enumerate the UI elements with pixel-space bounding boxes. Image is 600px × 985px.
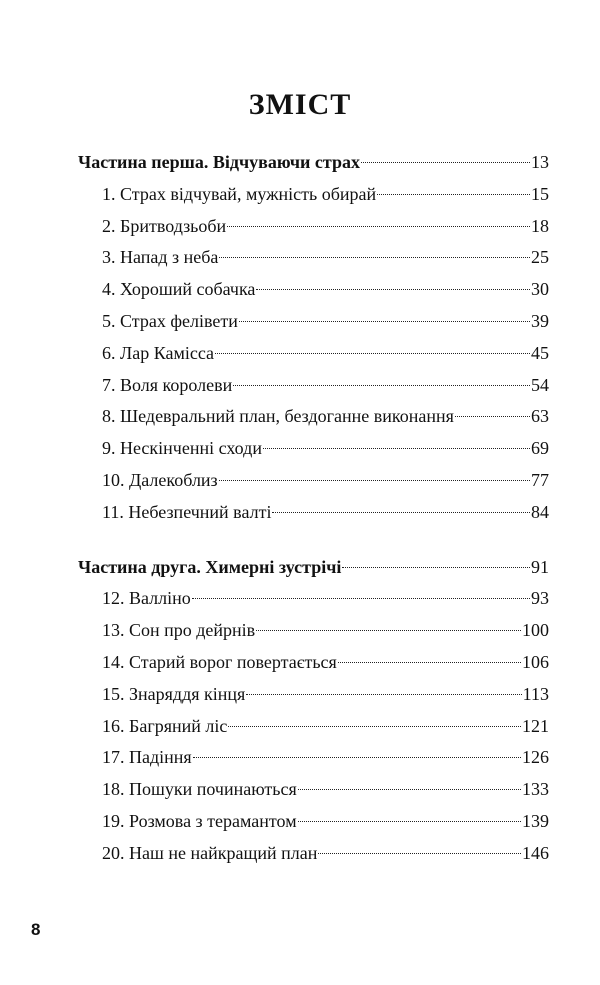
part-spacer — [78, 529, 549, 552]
toc-entry — [78, 179, 549, 211]
toc-entry — [78, 806, 549, 838]
dot-leader — [318, 853, 521, 854]
toc-entry — [78, 401, 549, 433]
toc-entry-title: 9. Нескінченні сходи — [102, 438, 262, 459]
toc-page-number: 18 — [531, 215, 549, 236]
dot-leader — [377, 194, 530, 195]
toc-entry-title: 12. Валліно — [102, 588, 191, 609]
toc-page-number: 121 — [522, 715, 549, 736]
toc-part-heading — [78, 147, 549, 179]
toc-page-number: 126 — [522, 747, 549, 768]
toc-page-number: 30 — [531, 279, 549, 300]
dot-leader — [263, 448, 530, 449]
dot-leader — [256, 289, 530, 290]
dot-leader — [219, 480, 530, 481]
toc-entry — [78, 274, 549, 306]
dot-leader — [228, 726, 521, 727]
toc-part-title: Частина перша. Відчуваючи страх — [78, 152, 360, 172]
toc-entry-title: 7. Воля королеви — [102, 374, 233, 395]
toc-entry-title: 5. Страх фелівети — [102, 310, 238, 331]
page-number-folio: 8 — [31, 920, 41, 939]
dot-leader — [361, 162, 530, 163]
dot-leader — [338, 662, 521, 663]
toc-entry — [78, 742, 549, 774]
dot-leader — [272, 512, 530, 513]
dot-leader — [246, 694, 521, 695]
toc-entry-title: 11. Небезпечний валті — [102, 501, 272, 522]
toc-entry — [78, 211, 549, 243]
toc-entry — [78, 370, 549, 402]
toc-page-number: 133 — [522, 779, 549, 800]
toc-entry-title: 6. Лар Камісса — [102, 342, 215, 363]
toc-page-number: 146 — [522, 842, 549, 863]
toc-entry — [78, 647, 549, 679]
toc-entry — [78, 679, 549, 711]
toc-page-number: 84 — [531, 501, 549, 522]
page-title: ЗМІСТ — [248, 88, 352, 121]
toc-entry-title: 18. Пошуки починаються — [102, 779, 297, 800]
dot-leader — [256, 630, 521, 631]
dot-leader — [215, 353, 530, 354]
toc-page-number: 45 — [531, 342, 549, 363]
toc-entry-title: 3. Напад з неба — [102, 247, 219, 268]
toc-entry-title: 2. Бритводзьоби — [102, 215, 227, 236]
toc-entry-title: 4. Хороший собачка — [102, 279, 256, 300]
toc-entry — [78, 306, 549, 338]
toc-entry — [78, 242, 549, 274]
toc-entry — [78, 583, 549, 615]
toc-page-number: 25 — [531, 247, 549, 268]
toc-entry-title: 17. Падіння — [102, 747, 192, 768]
toc-entry-title: 8. Шедевральний план, бездоганне виконання — [102, 406, 454, 427]
toc-entry — [78, 711, 549, 743]
toc-page-number: 15 — [531, 183, 549, 204]
toc-entry-title: 15. Знаряддя кінця — [102, 683, 246, 704]
toc-entry — [78, 838, 549, 870]
toc-entry — [78, 774, 549, 806]
toc-page-number: 54 — [531, 374, 549, 395]
toc-entry-title: 1. Страх відчувай, мужність обирай — [102, 183, 377, 204]
toc-page-number: 100 — [522, 620, 549, 641]
toc-page-number: 91 — [531, 556, 549, 577]
dot-leader — [233, 385, 530, 386]
dot-leader — [298, 821, 521, 822]
toc-page-number: 106 — [522, 651, 549, 672]
toc-entry — [78, 615, 549, 647]
toc-entry — [78, 465, 549, 497]
dot-leader — [239, 321, 530, 322]
toc-entry-title: 14. Старий ворог повертається — [102, 651, 337, 672]
toc-page-number: 139 — [522, 810, 549, 831]
dot-leader — [455, 416, 530, 417]
dot-leader — [192, 598, 530, 599]
dot-leader — [219, 257, 530, 258]
toc-page-number: 39 — [531, 310, 549, 331]
toc-entry-title: 13. Сон про дейрнів — [102, 620, 256, 641]
toc-page-number: 69 — [531, 438, 549, 459]
toc-page-number: 113 — [522, 683, 549, 704]
toc-page-number: 77 — [531, 469, 549, 490]
toc-entry — [78, 338, 549, 370]
toc-part-title: Частина друга. Химерні зустрічі — [78, 556, 342, 577]
table-of-contents — [78, 147, 549, 870]
dot-leader — [342, 567, 530, 568]
toc-entry-title: 16. Багряний ліс — [102, 715, 228, 736]
toc-page-number: 93 — [531, 588, 549, 609]
toc-entry-title: 10. Далекоблиз — [102, 469, 218, 490]
toc-part-heading — [78, 552, 549, 584]
toc-page-number: 13 — [531, 152, 549, 172]
toc-entry-title: 19. Розмова з терамантом — [102, 810, 297, 831]
dot-leader — [193, 757, 521, 758]
toc-entry-title: 20. Наш не найкращий план — [102, 842, 318, 863]
dot-leader — [298, 789, 521, 790]
toc-entry — [78, 497, 549, 529]
dot-leader — [227, 226, 530, 227]
toc-page-number: 63 — [531, 406, 549, 427]
toc-entry — [78, 433, 549, 465]
